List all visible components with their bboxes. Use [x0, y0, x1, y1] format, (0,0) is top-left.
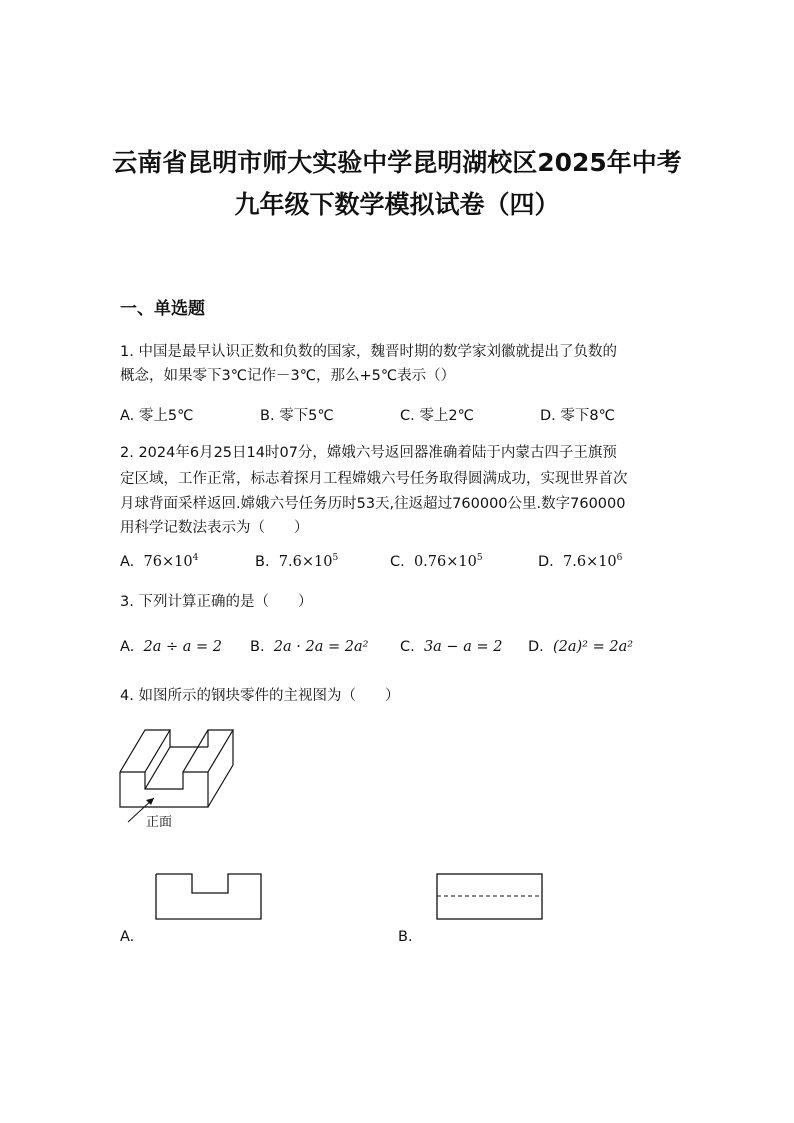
option-expression: 7.6×10	[563, 553, 617, 570]
option-expression: 0.76×10	[413, 553, 477, 570]
q1-stem-line1: 1. 中国是最早认识正数和负数的国家，魏晋时期的数学家刘徽就提出了负数的	[120, 344, 617, 360]
option-letter: C.	[390, 553, 405, 570]
q2-option-a[interactable]	[120, 553, 198, 570]
option-letter: B.	[250, 639, 265, 655]
q2-option-b[interactable]	[255, 553, 338, 570]
q2-option-d[interactable]	[538, 553, 622, 570]
option-letter: A.	[120, 553, 135, 570]
option-letter: C.	[400, 639, 415, 655]
option-exponent: 5	[332, 553, 339, 563]
q4-option-a-figure[interactable]	[155, 873, 263, 921]
q1-option-b[interactable]: B. 零下5℃	[260, 408, 334, 424]
q1-option-c[interactable]: C. 零上2℃	[400, 408, 474, 424]
option-expression: 76×10	[143, 553, 193, 570]
q1-option-d[interactable]: D. 零下8℃	[540, 408, 615, 424]
q4-option-a[interactable]: A.	[120, 929, 135, 945]
figure-front-label: 正面	[146, 815, 173, 830]
q2-stem-line3: 月球背面采样返回.嫦娥六号任务历时53天,往返超过760000公里.数字760000	[120, 496, 626, 512]
option-letter: A.	[120, 639, 135, 655]
q3-stem: 3. 下列计算正确的是（ ）	[120, 594, 313, 610]
page-title-line2: 九年级下数学模拟试卷（四）	[234, 190, 560, 219]
q2-stem-line2: 定区域，工作正常，标志着探月工程嫦娥六号任务取得圆满成功，实现世界首次	[120, 471, 628, 487]
q3-option-d[interactable]	[528, 639, 633, 655]
option-letter: B.	[255, 553, 270, 570]
option-exponent: 4	[192, 553, 199, 563]
option-expression: 3a − a = 2	[423, 639, 503, 655]
q4-option-b-figure[interactable]	[436, 873, 544, 921]
q2-stem-line4: 用科学记数法表示为（ ）	[120, 520, 309, 536]
option-expression: 2a · 2a = 2a²	[273, 639, 369, 655]
steel-block-figure	[110, 722, 250, 834]
option-expression: 7.6×10	[278, 553, 333, 570]
section-heading: 一、单选题	[120, 299, 205, 319]
q4-stem: 4. 如图所示的钢块零件的主视图为（ ）	[120, 688, 400, 704]
q3-option-c[interactable]	[400, 639, 502, 655]
q2-option-c[interactable]	[390, 553, 483, 570]
option-letter: D.	[538, 553, 554, 570]
q3-option-b[interactable]	[250, 639, 368, 655]
page-title-line1: 云南省昆明市师大实验中学昆明湖校区2025年中考	[112, 148, 682, 177]
option-exponent: 5	[476, 553, 483, 563]
option-exponent: 6	[616, 553, 623, 563]
q1-option-a[interactable]: A. 零上5℃	[120, 408, 194, 424]
option-expression: (2a)² = 2a²	[553, 639, 634, 655]
option-letter: D.	[528, 639, 544, 655]
q1-stem-line2: 概念，如果零下3℃记作－3℃，那么+5℃表示（）	[120, 368, 456, 384]
q2-stem-line1: 2. 2024年6月25日14时07分，嫦娥六号返回器准确着陆于内蒙古四子王旗预	[120, 445, 617, 461]
q4-option-b[interactable]: B.	[398, 929, 413, 945]
q3-option-a[interactable]	[120, 639, 222, 655]
option-expression: 2a ÷ a = 2	[143, 639, 222, 655]
